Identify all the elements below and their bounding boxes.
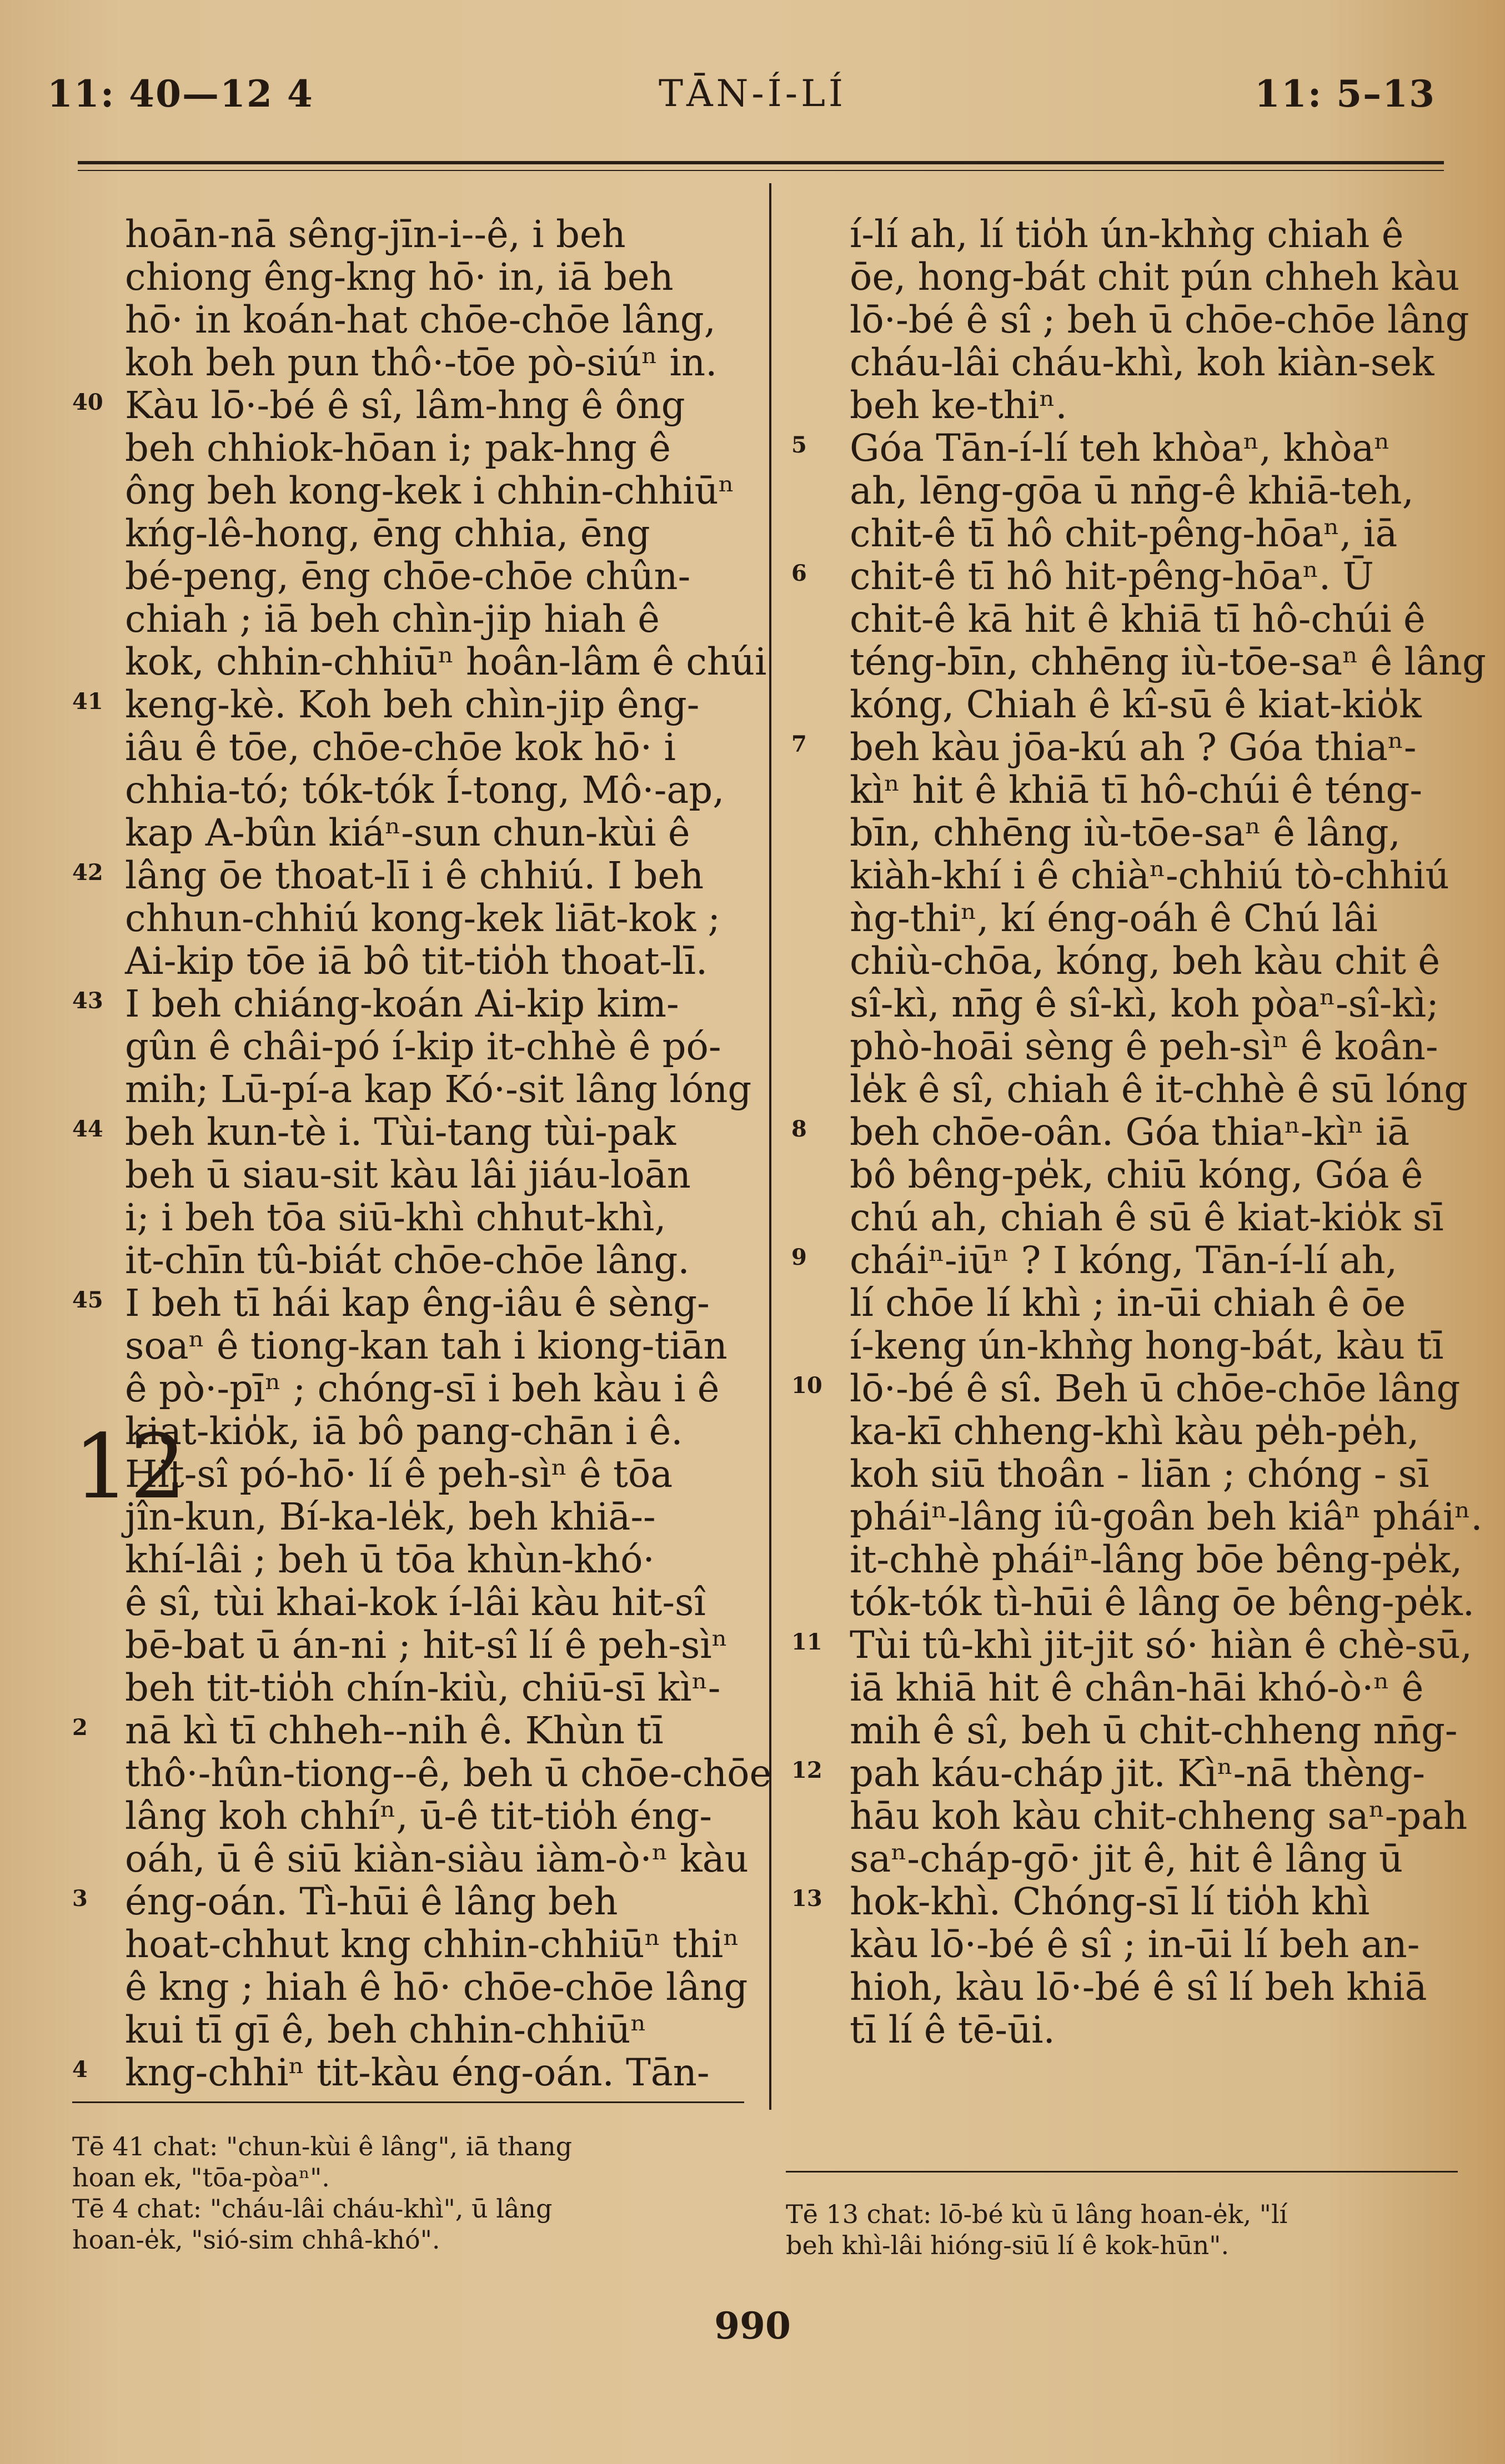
line-text: kiàh-khí i ê chiàⁿ-chhiú tò-chhiú: [850, 854, 1449, 897]
line-text: cháu-lâi cháu-khì, koh kiàn-sek: [850, 341, 1434, 384]
line-text: khí-lâi ; beh ū tōa khùn-khó·: [125, 1538, 655, 1581]
line-text: tī lí ê tē-ūi.: [850, 2008, 1055, 2051]
text-line: [61, 1154, 755, 1196]
line-text: Tùi tû-khì jit-jit só· hiàn ê chè-sū,: [850, 1623, 1472, 1667]
line-text: hō· in koán-hat chōe-chōe lâng,: [125, 298, 716, 341]
page-number: 990: [714, 2304, 791, 2347]
footnote-line: Tē 41 chat: "chun-kùi ê lâng", iā thang: [72, 2131, 573, 2161]
line-text: I beh tī hái kap êng-iâu ê sèng-: [125, 1281, 710, 1325]
verse-number: 9: [791, 1244, 807, 1270]
line-text: ông beh kong-kek i chhin-chhiūⁿ: [125, 469, 735, 512]
line-text: tók-tók tì-hūi ê lâng ōe bêng-pe̍k.: [850, 1581, 1475, 1624]
line-text: hoān-nā sêng-jīn-i--ê, i beh: [125, 213, 626, 256]
text-line: [775, 1667, 1463, 1709]
line-text: kng-chhiⁿ tit-kàu éng-oán. Tān-: [125, 2051, 710, 2094]
chapter-verse-range-right: 11: 5–13: [1255, 72, 1436, 115]
line-text: kui tī gī ê, beh chhin-chhiūⁿ: [125, 2008, 647, 2051]
text-line: [61, 512, 755, 555]
line-text: beh ū siau-sit kàu lâi jiáu-loān: [125, 1153, 691, 1196]
line-text: chú ah, chiah ê sū ê kiat-kio̍k sī: [850, 1196, 1444, 1239]
text-line: [775, 1196, 1463, 1239]
text-line: [775, 1709, 1463, 1752]
line-text: kóng, Chiah ê kî-sū ê kiat-kio̍k: [850, 683, 1422, 726]
line-text: pháiⁿ-lâng iû-goân beh kiâⁿ pháiⁿ.: [850, 1495, 1483, 1538]
line-text: téng-bīn, chhēng iù-tōe-saⁿ ê lâng: [850, 640, 1486, 683]
line-text: bīn, chhēng iù-tōe-saⁿ ê lâng,: [850, 811, 1401, 854]
text-line: [61, 213, 755, 256]
text-line: [775, 1966, 1463, 2009]
footnote-line: beh khì-lâi hióng-siū lí ê kok-hūn".: [786, 2230, 1230, 2260]
text-line: [61, 1325, 755, 1367]
verse-number: 13: [791, 1885, 822, 1912]
chapter-verse-range-left: 11: 40—12 4: [47, 72, 314, 115]
line-text: beh kàu jōa-kú ah ? Góa thiaⁿ-: [850, 726, 1417, 769]
line-text: chiong êng-kng hō· in, iā beh: [125, 255, 674, 299]
line-text: í-lí ah, lí tio̍h ún-khǹg chiah ê: [850, 213, 1404, 256]
text-line: [775, 470, 1463, 512]
text-line: [775, 1752, 1463, 1795]
verse-number: 42: [72, 859, 103, 886]
text-line: [61, 683, 755, 726]
line-text: keng-kè. Koh beh chìn-jip êng-: [125, 683, 700, 726]
line-text: iā khiā hit ê chân-hāi khó-ò·ⁿ ê: [850, 1666, 1424, 1709]
text-line: [61, 555, 755, 598]
text-line: [61, 1025, 755, 1068]
footnotes-left: [72, 2131, 739, 2255]
verse-number: 40: [72, 389, 103, 415]
header-rule-thick: [78, 161, 1444, 164]
line-text: hok-khì. Chóng-sī lí tio̍h khì: [850, 1880, 1370, 1923]
verse-number: 7: [791, 731, 807, 757]
verse-number: 11: [791, 1629, 822, 1655]
line-text: chit-ê kā hit ê khiā tī hô-chúi ê: [850, 597, 1426, 641]
line-text: saⁿ-cháp-gō· jit ê, hit ê lâng ū: [850, 1837, 1403, 1880]
line-text: í-keng ún-khǹg hong-bát, kàu tī: [850, 1324, 1444, 1367]
text-line: [61, 427, 755, 470]
text-line: [61, 1282, 755, 1325]
line-text: kńg-lê-hong, ēng chhia, ēng: [125, 512, 650, 555]
text-line: [775, 341, 1463, 384]
line-text: lō·-bé ê sî. Beh ū chōe-chōe lâng: [850, 1367, 1461, 1410]
text-line: [61, 812, 755, 854]
verse-number: 3: [72, 1885, 88, 1912]
footnotes-right: [786, 2199, 1463, 2261]
text-line: [61, 1581, 755, 1624]
text-line: [61, 1068, 755, 1111]
text-line: [775, 1581, 1475, 1624]
text-line: [775, 940, 1463, 983]
line-text: nā kì tī chheh--nih ê. Khùn tī: [125, 1709, 664, 1752]
line-text: Kàu lō·-bé ê sî, lâm-hng ê ông: [125, 384, 685, 427]
text-line: [61, 1624, 755, 1667]
text-line: [775, 1410, 1463, 1453]
text-line: [775, 256, 1463, 299]
text-line: [775, 555, 1463, 598]
verse-number: 12: [791, 1757, 822, 1783]
text-line: [61, 1795, 755, 1838]
text-line: [775, 1367, 1463, 1410]
line-text: lâng ōe thoat-lī i ê chhiú. I beh: [125, 854, 704, 897]
text-line: [775, 812, 1463, 854]
line-text: ê pò·-pīⁿ ; chóng-sī i beh kàu i ê: [125, 1367, 720, 1410]
text-line: [61, 1239, 755, 1282]
line-text: cháiⁿ-iūⁿ ? I kóng, Tān-í-lí ah,: [850, 1239, 1398, 1282]
text-line: [775, 854, 1463, 897]
verse-number: 8: [791, 1116, 807, 1142]
footnote-rule-left: [72, 2101, 744, 2103]
text-line: [61, 299, 755, 341]
footnote-line: hoan ek, "tōa-pòaⁿ".: [72, 2163, 330, 2193]
text-line: [61, 2051, 755, 2094]
footnote-line: Tē 4 chat: "cháu-lâi cháu-khì", ū lâng: [72, 2194, 553, 2224]
text-line: [775, 384, 1463, 427]
line-text: hāu koh kàu chit-chheng saⁿ-pah: [850, 1794, 1468, 1838]
text-line: [61, 897, 755, 940]
text-line: [61, 341, 755, 384]
text-line: [775, 598, 1463, 641]
text-line: [775, 1794, 1468, 1838]
line-text: hoat-chhut kng chhin-chhiūⁿ thiⁿ: [125, 1923, 740, 1966]
text-line: [775, 1025, 1463, 1068]
line-text: chit-ê tī hô chit-pêng-hōaⁿ, iā: [850, 512, 1398, 555]
text-line: [775, 1282, 1463, 1325]
text-line: [61, 1838, 755, 1880]
text-line: [61, 1923, 755, 1966]
verse-number: 43: [72, 988, 103, 1014]
line-text: chiah ; iā beh chìn-jip hiah ê: [125, 597, 660, 641]
line-text: kàu lō·-bé ê sî ; in-ūi lí beh an-: [850, 1923, 1420, 1966]
verse-number: 45: [72, 1287, 103, 1313]
line-text: Góa Tān-í-lí teh khòaⁿ, khòaⁿ: [850, 426, 1391, 470]
line-text: beh tit-tio̍h chín-kiù, chiū-sī kìⁿ-: [125, 1666, 721, 1709]
line-text: koh siū thoân - liān ; chóng - sī: [850, 1452, 1429, 1496]
line-text: oáh, ū ê siū kiàn-siàu iàm-ò·ⁿ kàu: [125, 1837, 749, 1880]
line-text: iâu ê tōe, chōe-chōe kok hō· i: [125, 726, 676, 769]
text-line: [775, 1623, 1472, 1667]
text-line: [775, 1325, 1463, 1367]
line-text: gûn ê châi-pó í-kip it-chhè ê pó-: [125, 1025, 721, 1068]
line-text: Ai-kip tōe iā bô tit-tio̍h thoat-lī.: [125, 939, 708, 983]
text-line: [61, 1880, 755, 1923]
text-line: [775, 726, 1463, 769]
text-line: [61, 256, 755, 299]
column-divider: [769, 183, 771, 2110]
text-line: [61, 470, 755, 512]
line-text: le̍k ê sî, chiah ê it-chhè ê sū lóng: [850, 1068, 1468, 1111]
line-text: bē-bat ū án-ni ; hit-sî lí ê peh-sìⁿ: [125, 1623, 728, 1667]
text-line: [61, 726, 755, 769]
text-line: [775, 213, 1463, 256]
text-line: [775, 769, 1463, 812]
line-text: hioh, kàu lō·-bé ê sî lí beh khiā: [850, 1965, 1427, 2009]
text-line: [61, 2009, 755, 2051]
text-line: [775, 1111, 1463, 1154]
line-text: kìⁿ hit ê khiā tī hô-chúi ê téng-: [850, 768, 1423, 812]
text-line: [61, 769, 755, 812]
text-line: [61, 1367, 755, 1410]
line-text: it-chhè pháiⁿ-lâng bōe bêng-pe̍k,: [850, 1538, 1463, 1581]
text-line: [61, 983, 755, 1025]
line-text: kap A-bûn kiáⁿ-sun chun-kùi ê: [125, 811, 690, 854]
line-text: mih; Lū-pí-a kap Kó·-sit lâng lóng: [125, 1068, 752, 1111]
line-text: chhun-chhiú kong-kek liāt-kok ;: [125, 897, 720, 940]
text-line: [775, 1923, 1463, 1966]
text-line: [61, 1196, 755, 1239]
text-line: [61, 1111, 755, 1154]
line-text: soaⁿ ê tiong-kan tah i kiong-tiān: [125, 1324, 728, 1367]
book-title: TĀN-Í-LÍ: [658, 72, 846, 115]
line-text: éng-oán. Tì-hūi ê lâng beh: [125, 1880, 618, 1923]
verse-number: 6: [791, 560, 807, 586]
text-line: [61, 384, 755, 427]
line-text: kok, chhin-chhiūⁿ hoân-lâm ê chúi: [125, 640, 767, 683]
text-line: [775, 683, 1463, 726]
line-text: Hit-sî pó-hō· lí ê peh-sìⁿ ê tōa: [125, 1452, 673, 1496]
line-text: ê sî, tùi khai-kok í-lâi kàu hit-sî: [125, 1581, 706, 1624]
line-text: beh chhiok-hōan i; pak-hng ê: [125, 426, 671, 470]
line-text: jîn-kun, Bí-ka-le̍k, beh khiā--: [125, 1495, 656, 1538]
line-text: bô bêng-pe̍k, chiū kóng, Góa ê: [850, 1153, 1423, 1196]
line-text: beh ke-thiⁿ.: [850, 384, 1067, 427]
line-text: ah, lēng-gōa ū nn̄g-ê khiā-teh,: [850, 469, 1414, 512]
text-line: [61, 1709, 755, 1752]
text-line: [775, 512, 1463, 555]
line-text: chhia-tó; tók-tók Í-tong, Mô·-ap,: [125, 768, 725, 812]
line-text: lō·-bé ê sî ; beh ū chōe-chōe lâng: [850, 298, 1469, 341]
text-line: [775, 2009, 1463, 2051]
verse-number: 5: [791, 432, 807, 458]
chapter-drop-cap: 12: [73, 1415, 187, 1518]
text-line: [775, 1239, 1463, 1282]
text-line: [61, 854, 755, 897]
line-text: lí chōe lí khì ; in-ūi chiah ê ōe: [850, 1281, 1406, 1325]
line-text: i; i beh tōa siū-khì chhut-khì,: [125, 1196, 666, 1239]
text-line: [775, 1495, 1483, 1538]
verse-number: 41: [72, 688, 103, 715]
text-line: [775, 1068, 1468, 1111]
verse-number: 2: [72, 1714, 88, 1741]
text-line: [61, 598, 755, 641]
line-text: kiat-kio̍k, iā bô pang-chān i ê.: [125, 1410, 683, 1453]
line-text: sî-kì, nn̄g ê sî-kì, koh pòaⁿ-sî-kì;: [850, 982, 1439, 1025]
line-text: ōe, hong-bát chit pún chheh kàu: [850, 255, 1460, 299]
text-line: [775, 640, 1486, 683]
line-text: lâng koh chhíⁿ, ū-ê tit-tio̍h éng-: [125, 1794, 713, 1838]
line-text: beh kun-tè i. Tùi-tang tùi-pak: [125, 1110, 676, 1154]
line-text: pah káu-cháp jit. Kìⁿ-nā thèng-: [850, 1752, 1426, 1795]
footnote-line: Tē 13 chat: lō-bé kù ū lâng hoan-e̍k, "lí: [786, 2199, 1288, 2229]
verse-number: 4: [72, 2056, 88, 2083]
line-text: ǹg-thiⁿ, kí éng-oáh ê Chú lâi: [850, 897, 1378, 940]
line-text: phò-hoāi sèng ê peh-sìⁿ ê koân-: [850, 1025, 1438, 1068]
line-text: it-chīn tû-biát chōe-chōe lâng.: [125, 1239, 690, 1282]
verse-number: 44: [72, 1116, 103, 1142]
left-text-column: [61, 213, 772, 2094]
text-line: [775, 427, 1463, 470]
text-line: [61, 940, 755, 983]
text-line: [775, 897, 1463, 940]
line-text: koh beh pun thô·-tōe pò-siúⁿ in.: [125, 341, 718, 384]
line-text: bé-peng, ēng chōe-chōe chûn-: [125, 555, 691, 598]
text-line: [775, 298, 1469, 341]
text-line: [61, 1966, 755, 2009]
text-line: [775, 1154, 1463, 1196]
text-line: [61, 640, 767, 683]
text-line: [775, 983, 1463, 1025]
line-text: ê kng ; hiah ê hō· chōe-chōe lâng: [125, 1965, 748, 2009]
text-line: [61, 1752, 772, 1795]
text-line: [775, 1838, 1463, 1880]
line-text: I beh chiáng-koán Ai-kip kim-: [125, 982, 679, 1025]
text-line: [775, 1880, 1463, 1923]
line-text: mih ê sî, beh ū chit-chheng nn̄g-: [850, 1709, 1458, 1752]
footnote-line: hoan-e̍k, "sió-sim chhâ-khó".: [72, 2225, 440, 2255]
line-text: chiù-chōa, kóng, beh kàu chit ê: [850, 939, 1440, 983]
line-text: thô·-hûn-tiong--ê, beh ū chōe-chōe: [125, 1752, 772, 1795]
text-line: [61, 1538, 755, 1581]
line-text: beh chōe-oân. Góa thiaⁿ-kìⁿ iā: [850, 1110, 1410, 1154]
header-rule-thin: [78, 170, 1444, 171]
right-text-column: [775, 213, 1486, 2051]
footnote-rule-right: [786, 2171, 1458, 2173]
text-line: [775, 1538, 1463, 1581]
text-line: [61, 1667, 755, 1709]
line-text: ka-kī chheng-khì kàu pe̍h-pe̍h,: [850, 1410, 1419, 1453]
line-text: chit-ê tī hô hit-pêng-hōaⁿ. Ū: [850, 555, 1374, 598]
text-line: [775, 1453, 1463, 1496]
verse-number: 10: [791, 1372, 822, 1399]
